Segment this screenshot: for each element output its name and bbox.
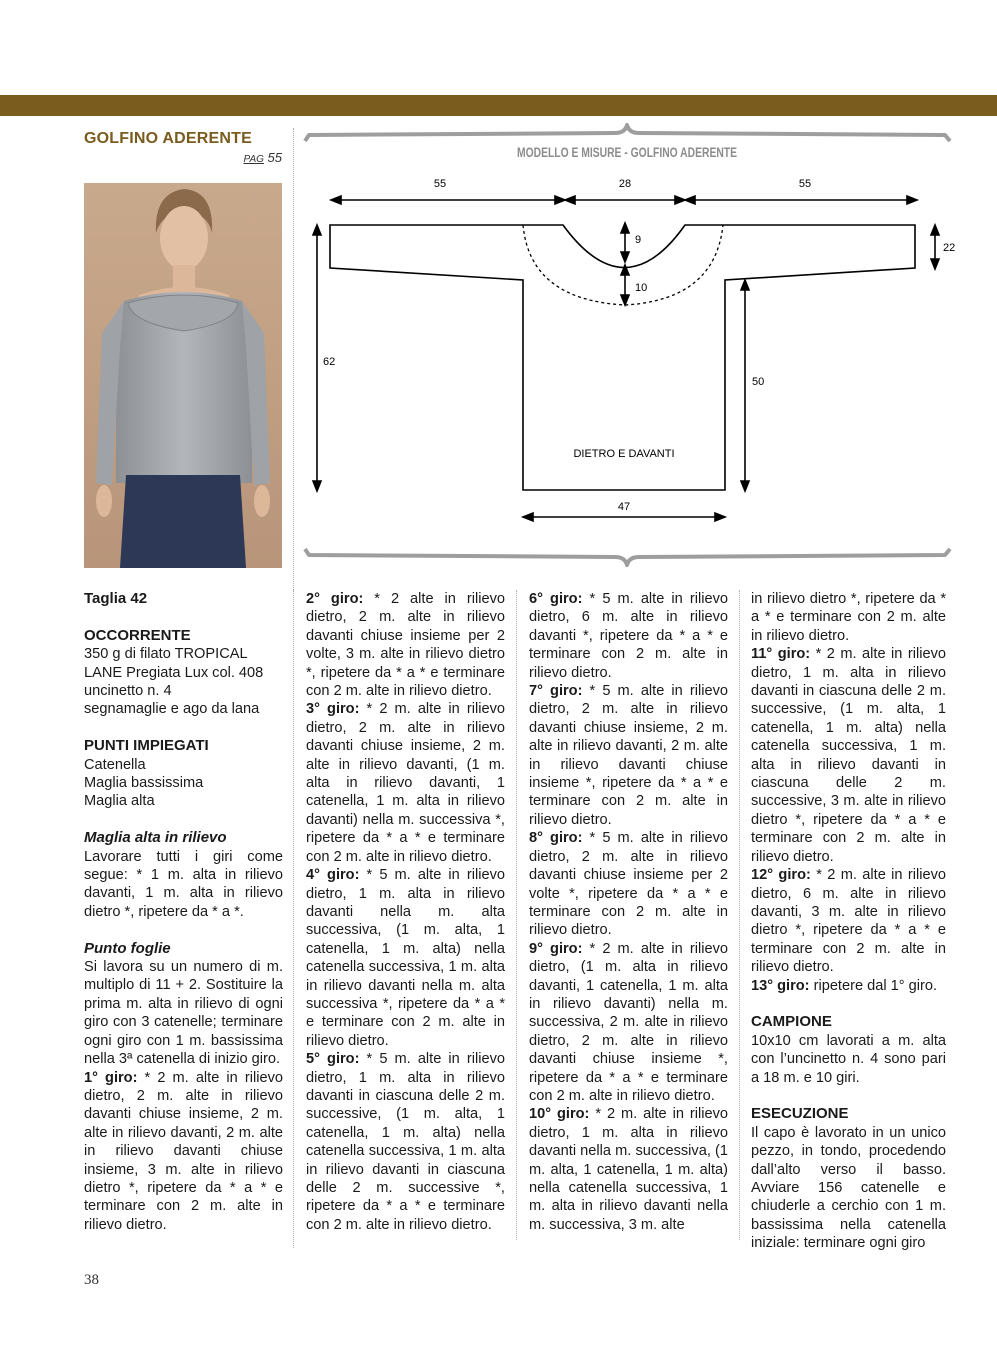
top-color-bar bbox=[0, 95, 997, 116]
pattern-title: GOLFINO ADERENTE bbox=[84, 130, 252, 147]
occorrente-item: uncinetto n. 4 bbox=[84, 683, 172, 700]
esecuzione-heading: ESECUZIONE bbox=[751, 1105, 849, 1123]
round-label: 7° giro: bbox=[529, 683, 583, 700]
round-text: * 5 m. alte in rilievo dietro, 2 m. alte in rilievo davanti chiuse insieme per 2 volte *, ripetere da * a * e terminare con 2 m. alte in rilievo dietro. bbox=[529, 830, 728, 939]
round-label: 11° giro: bbox=[751, 646, 811, 663]
round-text: * 2 m. alte in rilievo dietro, 6 m. alte in rilievo davanti, 3 m. alte in rilievo dietro *, ripetere da * a * e terminare con 2 m. alte in rilievo dietro. bbox=[751, 867, 947, 976]
dim-neck-depth-back: 10 bbox=[635, 282, 648, 294]
round-label: 9° giro: bbox=[529, 940, 583, 957]
rilievo-heading: Maglia alta in rilievo bbox=[84, 829, 227, 847]
round-text: * 5 m. alte in rilievo dietro, 6 m. alte in rilievo davanti *, ripetere da * a * e terminare con 2 m. alte in rilievo dietro. bbox=[529, 591, 728, 681]
punti-heading: PUNTI IMPIEGATI bbox=[84, 737, 209, 755]
dim-total-length: 62 bbox=[323, 356, 336, 368]
column-separator bbox=[739, 590, 740, 1240]
occorrente-heading: OCCORRENTE bbox=[84, 626, 191, 644]
foglie-heading: Punto foglie bbox=[84, 939, 171, 957]
text-column-3 bbox=[529, 590, 728, 1234]
round-instruction bbox=[529, 590, 728, 682]
campione-heading: CAMPIONE bbox=[751, 1013, 832, 1031]
round-instruction bbox=[84, 1069, 283, 1235]
size-heading: Taglia 42 bbox=[84, 590, 148, 607]
page-reference bbox=[200, 150, 282, 165]
page-number: 38 bbox=[84, 1272, 99, 1288]
foglie-text: Si lavora su un numero di m. multiplo di 11 + 2. Sostituire la prima m. alta in rilievo di ogni giro con 3 catenelle; terminare ogni giro con 1 m. bassissima nella 3ª catenella di inizio giro. bbox=[84, 959, 283, 1068]
round-instruction bbox=[306, 590, 505, 700]
body-label: DIETRO E DAVANTI bbox=[573, 448, 675, 460]
model-photo bbox=[84, 183, 282, 568]
dim-body-width: 47 bbox=[617, 501, 631, 513]
round-continuation: in rilievo dietro *, ripetere da * a * e terminare con 2 m. alte in rilievo dietro. bbox=[751, 591, 946, 644]
dim-neck: 28 bbox=[618, 178, 632, 190]
campione-text: 10x10 cm lavorati a m. alta con l’uncinetto n. 4 sono pari a 18 m. e 10 giri. bbox=[751, 1032, 946, 1086]
round-text: * 2 alte in rilievo dietro, 2 m. alte in rilievo davanti chiuse insieme per 2 volte, 3 m. alte in rilievo dietro *, ripetere da * a * e terminare con 2 m. alte in rilievo dietro. bbox=[306, 591, 505, 700]
round-label: 10° giro: bbox=[529, 1106, 590, 1123]
round-text: * 5 m. alte in rilievo dietro, 1 m. alta in rilievo davanti in ciascuna delle 2 m. successive, (1 m. alta, 1 catenella, 1 m. alta) nella catenella successiva, 1 m. alta in rilievo davanti in ciascuna delle 2 m. successive *, ripetere da * a * e terminare con 2 m. alte in rilievo dietro. bbox=[306, 1051, 505, 1233]
dim-neck-depth-front: 9 bbox=[635, 234, 642, 246]
column-separator bbox=[516, 590, 517, 1240]
round-instruction bbox=[751, 645, 946, 866]
text-column-1 bbox=[84, 590, 283, 1234]
esecuzione-text: Il capo è lavorato in un unico pezzo, in tondo, procedendo dall’alto verso il basso. Avviare 156 catenelle e chiuderle a cerchio con 1 m. bassissima nella catenella iniziale: terminare ogni giro bbox=[751, 1124, 946, 1252]
round-instruction bbox=[529, 682, 728, 829]
round-instruction bbox=[306, 1050, 505, 1234]
dim-body-length: 50 bbox=[752, 376, 765, 388]
column-separator bbox=[293, 590, 294, 1240]
bottom-brace bbox=[305, 549, 950, 565]
round-instruction bbox=[751, 866, 946, 976]
round-instruction bbox=[529, 1105, 728, 1234]
round-text: * 2 m. alte in rilievo dietro, 2 m. alte in rilievo davanti chiuse insieme, 2 m. alte in rilievo davanti, 2 m. alte in rilievo davanti chiuse insieme, 3 m. alte in rilievo dietro *, ripetere da * a * e terminare con 2 m. alte in rilievo dietro. bbox=[84, 1069, 283, 1233]
rilievo-text: Lavorare tutti i giri come segue: * 1 m. alta in rilievo davanti, 1 m. alta in rilievo dietro *, ripetere da * a *. bbox=[84, 848, 283, 920]
punto-item: Maglia bassissima bbox=[84, 775, 204, 792]
round-text: * 2 m. alte in rilievo dietro, (1 m. alta in rilievo davanti, 1 catenella, 1 m. alta in rilievo davanti) nella m. successiva, 2 m. alte in rilievo dietro, 2 m. alte in rilievo davanti chiuse insieme *, ripetere da * a * e terminare con 2 m. alte in rilievo dietro. bbox=[529, 940, 728, 1104]
round-label: 13° giro: bbox=[751, 977, 810, 994]
page-reference-label: PAG bbox=[243, 154, 264, 165]
round-instruction bbox=[529, 829, 728, 939]
round-text: * 2 m. alte in rilievo dietro, 2 m. alte in rilievo davanti chiuse insieme, 2 m. alte in rilievo davanti, (1 m. alta in rilievo davanti, 1 catenella, 1 m. alta in rilievo davanti) nella m. successiva *, ripetere da * a * e terminare con 2 m. alte in rilievo dietro. bbox=[306, 701, 505, 865]
top-brace bbox=[305, 125, 950, 141]
punto-item: Maglia alta bbox=[84, 793, 155, 810]
round-label: 5° giro: bbox=[306, 1051, 360, 1068]
page-reference-number: 55 bbox=[267, 150, 282, 165]
round-text: * 5 m. alte in rilievo dietro, 1 m. alta in rilievo davanti nella m. alta successiva, (1 m. alta, 1 catenella, 1 m. alta) nella catenella successiva, 1 m. alta in rilievo davanti nella m. alta successiva *, ripetere da * a * e terminare con 2 m. alte in rilievo dietro. bbox=[306, 867, 505, 1049]
round-text: ripetere dal 1° giro. bbox=[809, 977, 938, 994]
round-label: 6° giro: bbox=[529, 591, 583, 607]
dim-sleeve-width: 22 bbox=[943, 242, 956, 254]
dim-left-sleeve: 55 bbox=[433, 178, 447, 190]
round-label: 2° giro: bbox=[306, 591, 364, 607]
occorrente-item: segnamaglie e ago da lana bbox=[84, 701, 260, 718]
size-diagram bbox=[305, 125, 956, 565]
punto-item: Catenella bbox=[84, 756, 146, 773]
round-text: * 2 m. alte in rilievo dietro, 1 m. alta in rilievo davanti nella m. successiva, (1 m. alta, 1 catenella, 1 m. alta) nella catenella successiva, 1 m. alta in rilievo davanti nella m. successiva, 3 m. alte bbox=[529, 1106, 728, 1233]
round-label: 12° giro: bbox=[751, 867, 811, 884]
text-column-4 bbox=[751, 590, 946, 1253]
diagram-title: MODELLO E MISURE - GOLFINO ADERENTE bbox=[517, 145, 737, 160]
dim-right-sleeve: 55 bbox=[798, 178, 812, 190]
back-neckline bbox=[523, 225, 723, 305]
round-instruction bbox=[529, 940, 728, 1106]
round-instruction bbox=[306, 866, 505, 1050]
round-label: 3° giro: bbox=[306, 701, 360, 718]
occorrente-item: 350 g di filato TROPICAL LANE Pregiata Lux col. 408 bbox=[84, 646, 264, 681]
text-column-2 bbox=[306, 590, 505, 1234]
round-instruction bbox=[751, 977, 946, 995]
round-text: * 2 m. alte in rilievo dietro, 1 m. alta in rilievo davanti in ciascuna delle 2 m. successive, (1 m. alta, 1 catenella, 1 m. alta) nella catenella successiva, 1 m. alta in rilievo davanti in ciascuna delle 2 m. successive, 3 m. alte in rilievo dietro *, ripetere da * a * e terminare con 2 m. alte in rilievo dietro. bbox=[751, 646, 946, 865]
round-label: 4° giro: bbox=[306, 867, 360, 884]
round-text: * 5 m. alte in rilievo dietro, 2 m. alte in rilievo davanti chiuse insieme, 2 m. alte in rilievo davanti, 2 m. alte in rilievo davanti chiuse insieme *, ripetere da * a * e terminare con 2 m. alte in rilievo dietro. bbox=[529, 683, 728, 828]
round-instruction bbox=[306, 700, 505, 866]
round-label: 1° giro: bbox=[84, 1069, 138, 1086]
round-label: 8° giro: bbox=[529, 830, 583, 847]
